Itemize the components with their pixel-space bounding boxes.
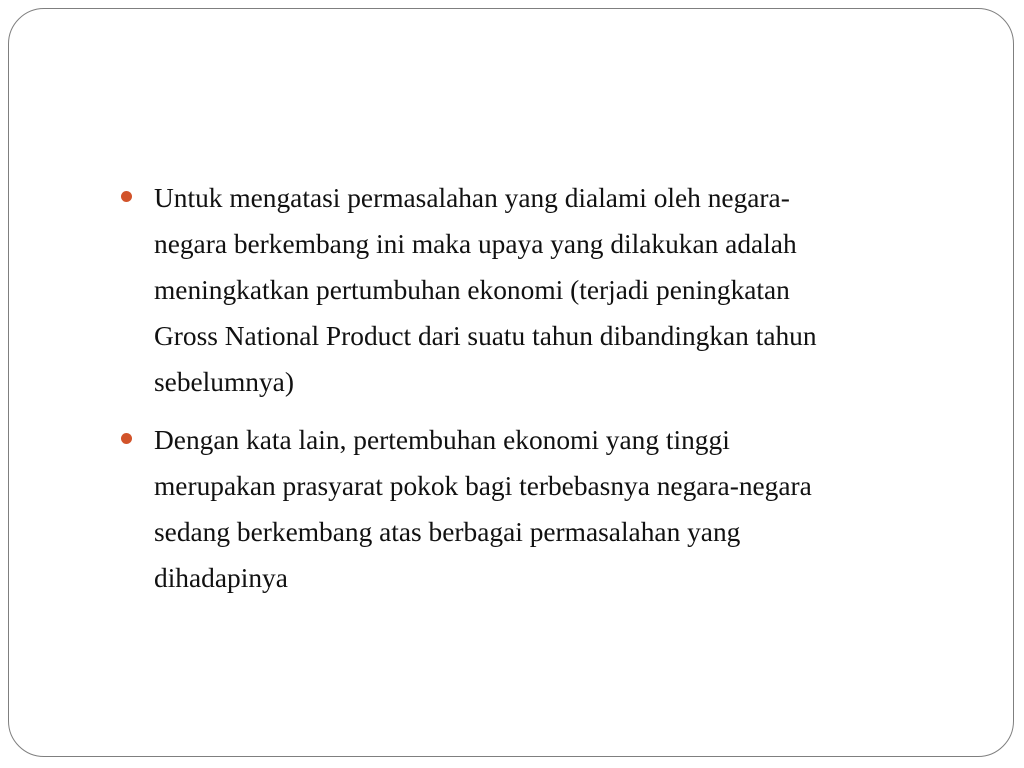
bullet-item-1 <box>119 175 969 405</box>
bullet-line: negara berkembang ini maka upaya yang dilakukan adalah <box>154 229 797 259</box>
bullet-list <box>119 175 969 613</box>
bullet-line: sebelumnya) <box>154 367 294 397</box>
slide-frame <box>8 8 1014 757</box>
bullet-line: Gross National Product dari suatu tahun dibandingkan tahun <box>154 321 817 351</box>
bullet-line: meningkatkan pertumbuhan ekonomi (terjadi peningkatan <box>154 275 790 305</box>
bullet-dot-icon <box>121 191 132 202</box>
bullet-line: sedang berkembang atas berbagai permasalahan yang <box>154 517 741 547</box>
bullet-line: Dengan kata lain, pertembuhan ekonomi yang tinggi <box>154 425 730 455</box>
bullet-dot-icon <box>121 433 132 444</box>
bullet-line: merupakan prasyarat pokok bagi terbebasnya negara-negara <box>154 471 812 501</box>
bullet-item-2 <box>119 417 969 601</box>
bullet-line: Untuk mengatasi permasalahan yang dialami oleh negara- <box>154 183 790 213</box>
bullet-line: dihadapinya <box>154 563 288 593</box>
